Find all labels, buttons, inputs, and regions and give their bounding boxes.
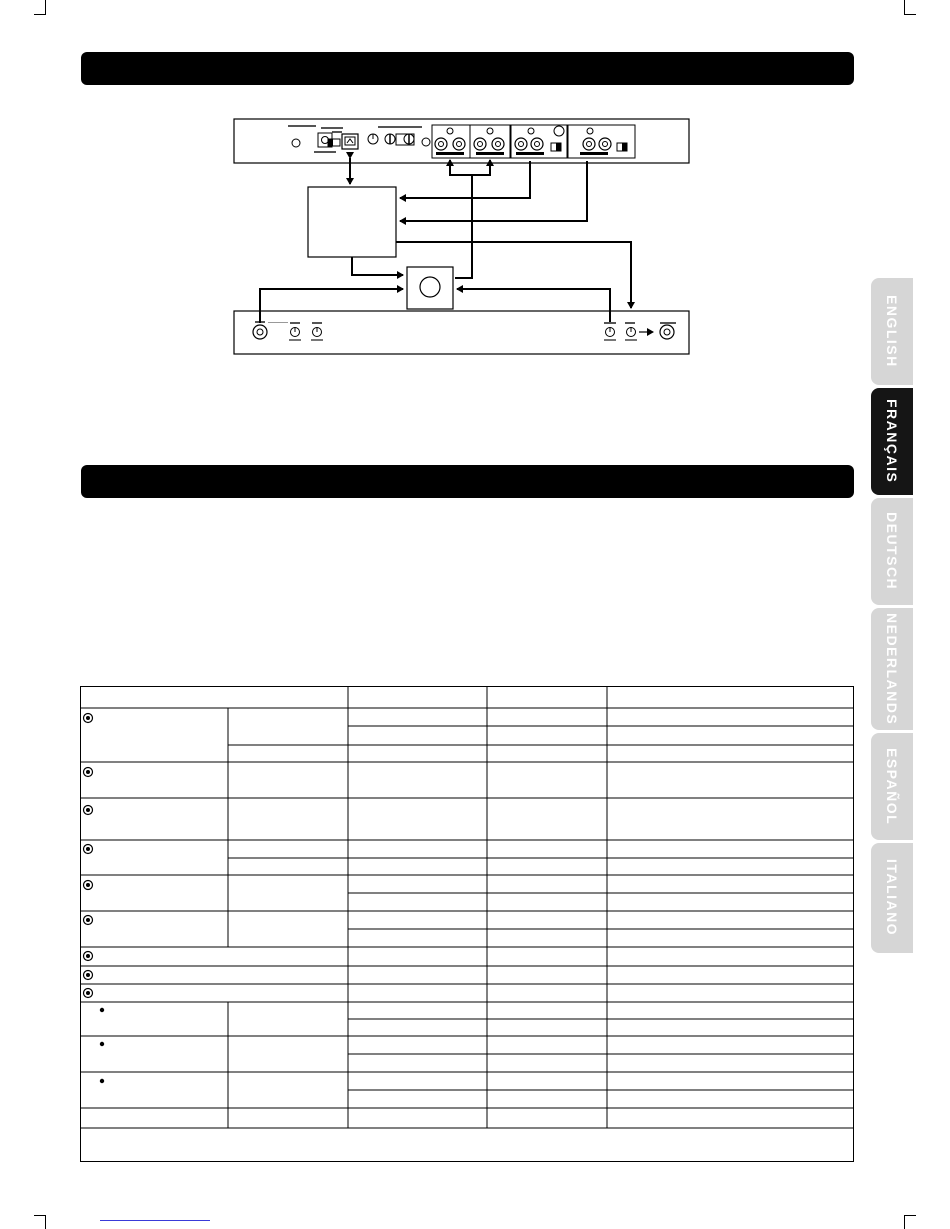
crop-mark-top-right-v xyxy=(904,0,905,14)
rca-jack-icon xyxy=(599,138,611,150)
rca-jack-icon xyxy=(453,138,465,150)
footer-link-underline[interactable] xyxy=(100,1220,210,1221)
target-bullet-icon xyxy=(84,952,93,961)
target-bullet-icon xyxy=(84,714,93,723)
dot-bullet-icon xyxy=(100,1008,104,1012)
tab-nederlands-label: NEDERLANDS xyxy=(884,612,900,726)
rear-panel xyxy=(234,119,689,163)
target-bullet-icon xyxy=(84,881,93,890)
dot-bullet-icon xyxy=(100,1079,104,1083)
knob-icon xyxy=(627,327,636,337)
connection-diagram xyxy=(228,112,698,360)
tab-francais-label: FRANÇAIS xyxy=(884,399,900,484)
knob-icon xyxy=(291,327,300,337)
output-jack-icon xyxy=(660,325,674,339)
tab-francais[interactable] xyxy=(871,388,913,495)
section-header-bar-specifications xyxy=(81,465,854,498)
headphone-jack-icon xyxy=(253,325,267,339)
target-bullet-icon xyxy=(84,971,93,980)
switch-icon xyxy=(617,143,627,151)
rca-jack-icon xyxy=(583,138,595,150)
rca-jack-icon xyxy=(492,138,504,150)
tab-english-label: ENGLISH xyxy=(884,295,900,368)
section-header-bar-connections xyxy=(81,52,854,85)
tab-nederlands[interactable] xyxy=(871,608,913,730)
tab-deutsch-label: DEUTSCH xyxy=(884,512,900,591)
knob-icon xyxy=(385,134,395,144)
tab-espanol[interactable] xyxy=(871,733,913,840)
knob-icon xyxy=(313,327,322,337)
computer-box xyxy=(308,187,396,257)
dot-bullet-icon xyxy=(100,1042,104,1046)
rca-jack-icon xyxy=(474,138,486,150)
target-bullet-icon xyxy=(84,989,93,998)
crop-mark-bottom-right-v xyxy=(904,1215,905,1229)
switch-icon xyxy=(551,143,561,151)
specification-table xyxy=(80,686,854,1162)
crop-mark-bottom-left-v xyxy=(45,1215,46,1229)
target-bullet-icon xyxy=(84,916,93,925)
knob-icon xyxy=(368,134,378,144)
crop-mark-top-right-h xyxy=(904,14,916,15)
knob-icon xyxy=(606,327,615,337)
tab-espanol-label: ESPAÑOL xyxy=(884,747,900,826)
tab-italiano-label: ITALIANO xyxy=(884,859,900,937)
target-bullet-icon xyxy=(84,768,93,777)
switch-icon xyxy=(328,139,340,146)
rca-jack-icon xyxy=(515,138,527,150)
crop-mark-top-left-h xyxy=(34,14,46,15)
target-bullet-icon xyxy=(84,806,93,815)
rca-jack-icon xyxy=(531,138,543,150)
crop-mark-top-left-v xyxy=(45,0,46,14)
tab-deutsch[interactable] xyxy=(871,498,913,605)
front-panel xyxy=(234,311,689,354)
knob-icon xyxy=(404,134,414,144)
target-bullet-icon xyxy=(84,845,93,854)
rca-jack-icon xyxy=(435,138,447,150)
mixer-box xyxy=(407,267,453,309)
usb-port-icon xyxy=(342,134,358,149)
tab-italiano[interactable] xyxy=(871,843,913,953)
tab-english[interactable] xyxy=(871,278,913,385)
crop-mark-bottom-right-h xyxy=(904,1215,916,1216)
